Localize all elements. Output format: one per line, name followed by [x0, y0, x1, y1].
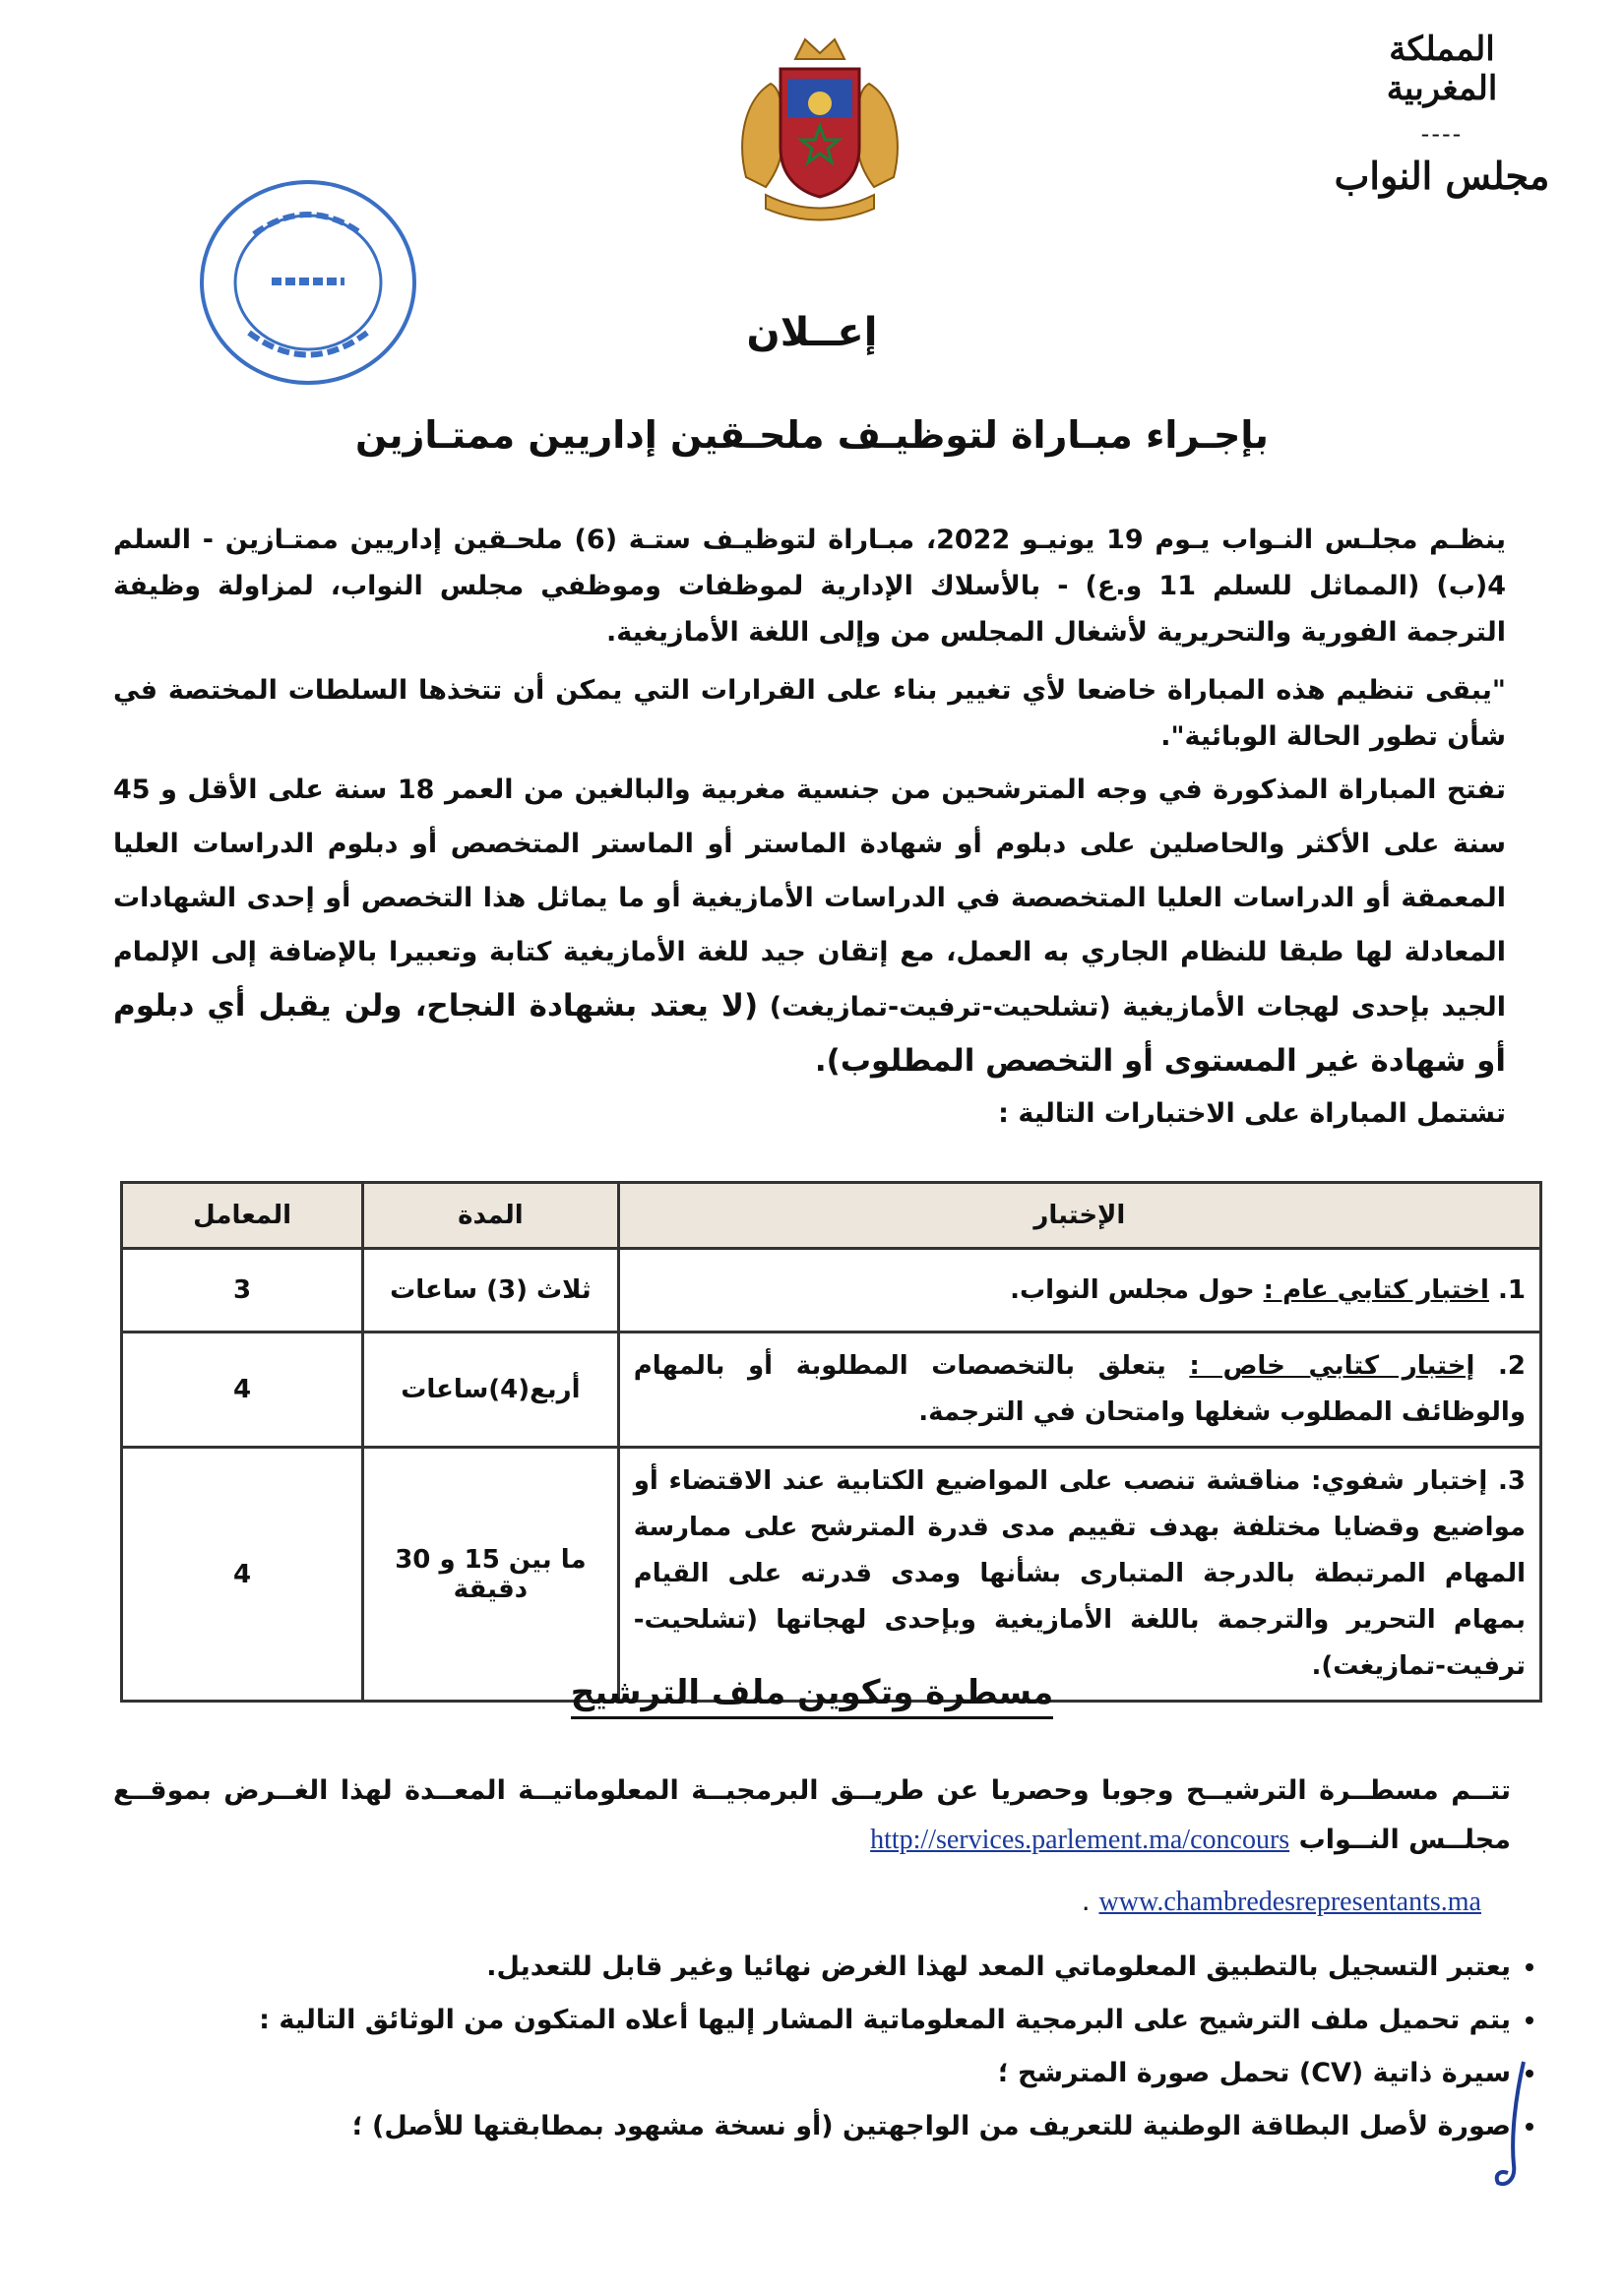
header-test: الإختبار — [618, 1183, 1540, 1249]
coefficient-cell: 3 — [122, 1249, 363, 1333]
section-title-text: مسطرة وتكوين ملف الترشيح — [571, 1673, 1054, 1719]
header-institution — [1329, 30, 1555, 198]
parliament-seal-stamp — [195, 175, 421, 390]
intro-paragraph: ينظـم مجلـس النـواب يـوم 19 يونيـو 2022، مبـاراة لتوظيـف ستـة (6) ملحـقين إداريين ممتـازين - السلم 4(ب) (المماثل للسلم 11 و.ع) - بالأسلاك الإدارية لموظفات وموظفي مجلس النواب، لمزاولة وظيفة الترجمة الفورية والتحريرية لأشغال المجلس من وإلى اللغة الأمازيغية. — [113, 525, 1506, 648]
header-coefficient: المعامل — [122, 1183, 363, 1249]
coefficient-cell: 4 — [122, 1448, 363, 1702]
list-item: • يعتبر التسجيل بالتطبيق المعلوماتي المعد لهذا الغرض نهائيا وغير قابل للتعديل. — [113, 1944, 1511, 1991]
health-notice-paragraph: "يبقى تنظيم هذه المباراة خاضعا لأي تغيير بناء على القرارات التي يمكن أن تتخذها السلطات المختصة في شأن تطور الحالة الوبائية". — [113, 675, 1506, 752]
section-title — [0, 1673, 1624, 1712]
list-item: • يتم تحميل ملف الترشيح على البرمجية المعلوماتية المشار إليها أعلاه المتكون من الوثائق التالية : — [113, 1997, 1511, 2044]
website-link[interactable]: www.chambredesrepresentants.ma — [1098, 1887, 1481, 1917]
coefficient-cell: 4 — [122, 1333, 363, 1448]
announcement-title: إعــلان — [746, 310, 878, 355]
duration-cell: ما بين 15 و 30 دقيقة — [363, 1448, 619, 1702]
test-lead: اختبار كتابي عام : — [1263, 1274, 1489, 1305]
announcement-subtitle: بإجـراء مبـاراة لتوظيـف ملحـقين إداريين ممتـازين — [355, 413, 1269, 457]
test-description: يتعلق بالتخصصات المطلوبة أو بالمهام والوظائف المطلوب شغلها وامتحان في الترجمة. — [633, 1351, 1526, 1427]
table-row — [122, 1448, 1541, 1702]
list-item: • صورة لأصل البطاقة الوطنية للتعريف من الواجهتين (أو نسخة مشهود بمطابقتها للأصل) ؛ — [113, 2103, 1511, 2150]
test-cell — [618, 1333, 1540, 1448]
test-lead: إختبار شفوي: — [1311, 1466, 1488, 1496]
test-number: 1. — [1498, 1274, 1526, 1305]
website-line — [113, 1885, 1481, 1918]
test-description: حول مجلس النواب. — [1010, 1274, 1255, 1305]
procedure-paragraph — [113, 1767, 1511, 1865]
header-separator: ---- — [1420, 120, 1464, 148]
test-cell — [618, 1448, 1540, 1702]
test-number: 3. — [1498, 1466, 1526, 1496]
eligibility-warning: (لا يعتد بشهادة النجاح، ولن يقبل أي دبلوم أو شهادة غير المستوى أو التخصص المطلوب). — [113, 988, 1506, 1079]
test-number: 2. — [1498, 1351, 1526, 1381]
services-link[interactable]: http://services.parlement.ma/concours — [870, 1825, 1290, 1855]
eligibility-text: تفتح المباراة المذكورة في وجه المترشحين من جنسية مغربية والبالغين من العمر 18 سنة على الأقل و 45 سنة على الأكثر والحاصلين على دبلوم أو شهادة الماستر أو الماستر المتخصص أو دبلوم الدراسات العليا المعمقة أو الدراسات العليا المتخصصة في الدراسات الأمازيغية أو ما يماثل هذا التخصص أو إحدى الشهادات المعادلة لها طبقا للنظام الجاري به العمل، مع إتقان جيد للغة الأمازيغية كتابة وتعبيرا بالإضافة إلى الإلمام الجيد بإحدى لهجات الأمازيغية (تشلحيت-ترفيت-تمازيغت) — [113, 775, 1506, 1023]
eligibility-paragraph — [113, 763, 1506, 1089]
test-description: مناقشة تنصب على المواضيع الكتابية عند الاقتضاء أو مواضيع وقضايا مختلفة بهدف تقييم مدى قدرة المترشح على ممارسة المهام المرتبطة بالدرجة المتبارى بشأنها ومدى قدرته على القيام بمهام التحرير والترجمة باللغة الأمازيغية وبإحدى لهجاتها (تشلحيت-ترفيت-تمازيغت). — [633, 1466, 1526, 1681]
website-end-dot: . — [1081, 1885, 1091, 1917]
kingdom-name: المملكة المغربية — [1386, 30, 1498, 108]
duration-cell: أربع(4)ساعات — [363, 1333, 619, 1448]
tests-intro: تشتمل المباراة على الاختبارات التالية : — [998, 1098, 1506, 1129]
table-row — [122, 1249, 1541, 1333]
header-duration: المدة — [363, 1183, 619, 1249]
test-lead: إختبار كتابي خاص : — [1189, 1351, 1475, 1381]
coat-of-arms-emblem — [726, 30, 913, 226]
house-name: مجلس النواب — [1334, 154, 1550, 198]
test-cell — [618, 1249, 1540, 1333]
table-row — [122, 1333, 1541, 1448]
procedure-text: تتــم مسطــرة الترشيــح وجوبا وحصريا عن طريــق البرمجيــة المعلوماتيــة المعــدة لهذا الغــرض بموقــع مجلــس النــواب — [113, 1775, 1511, 1855]
exams-table — [120, 1181, 1542, 1703]
duration-cell: ثلاث (3) ساعات — [363, 1249, 619, 1333]
requirements-list — [113, 1944, 1550, 2156]
list-item: • سيرة ذاتية (CV) تحمل صورة المترشح ؛ — [113, 2050, 1511, 2097]
handwritten-signature — [1486, 2057, 1545, 2195]
